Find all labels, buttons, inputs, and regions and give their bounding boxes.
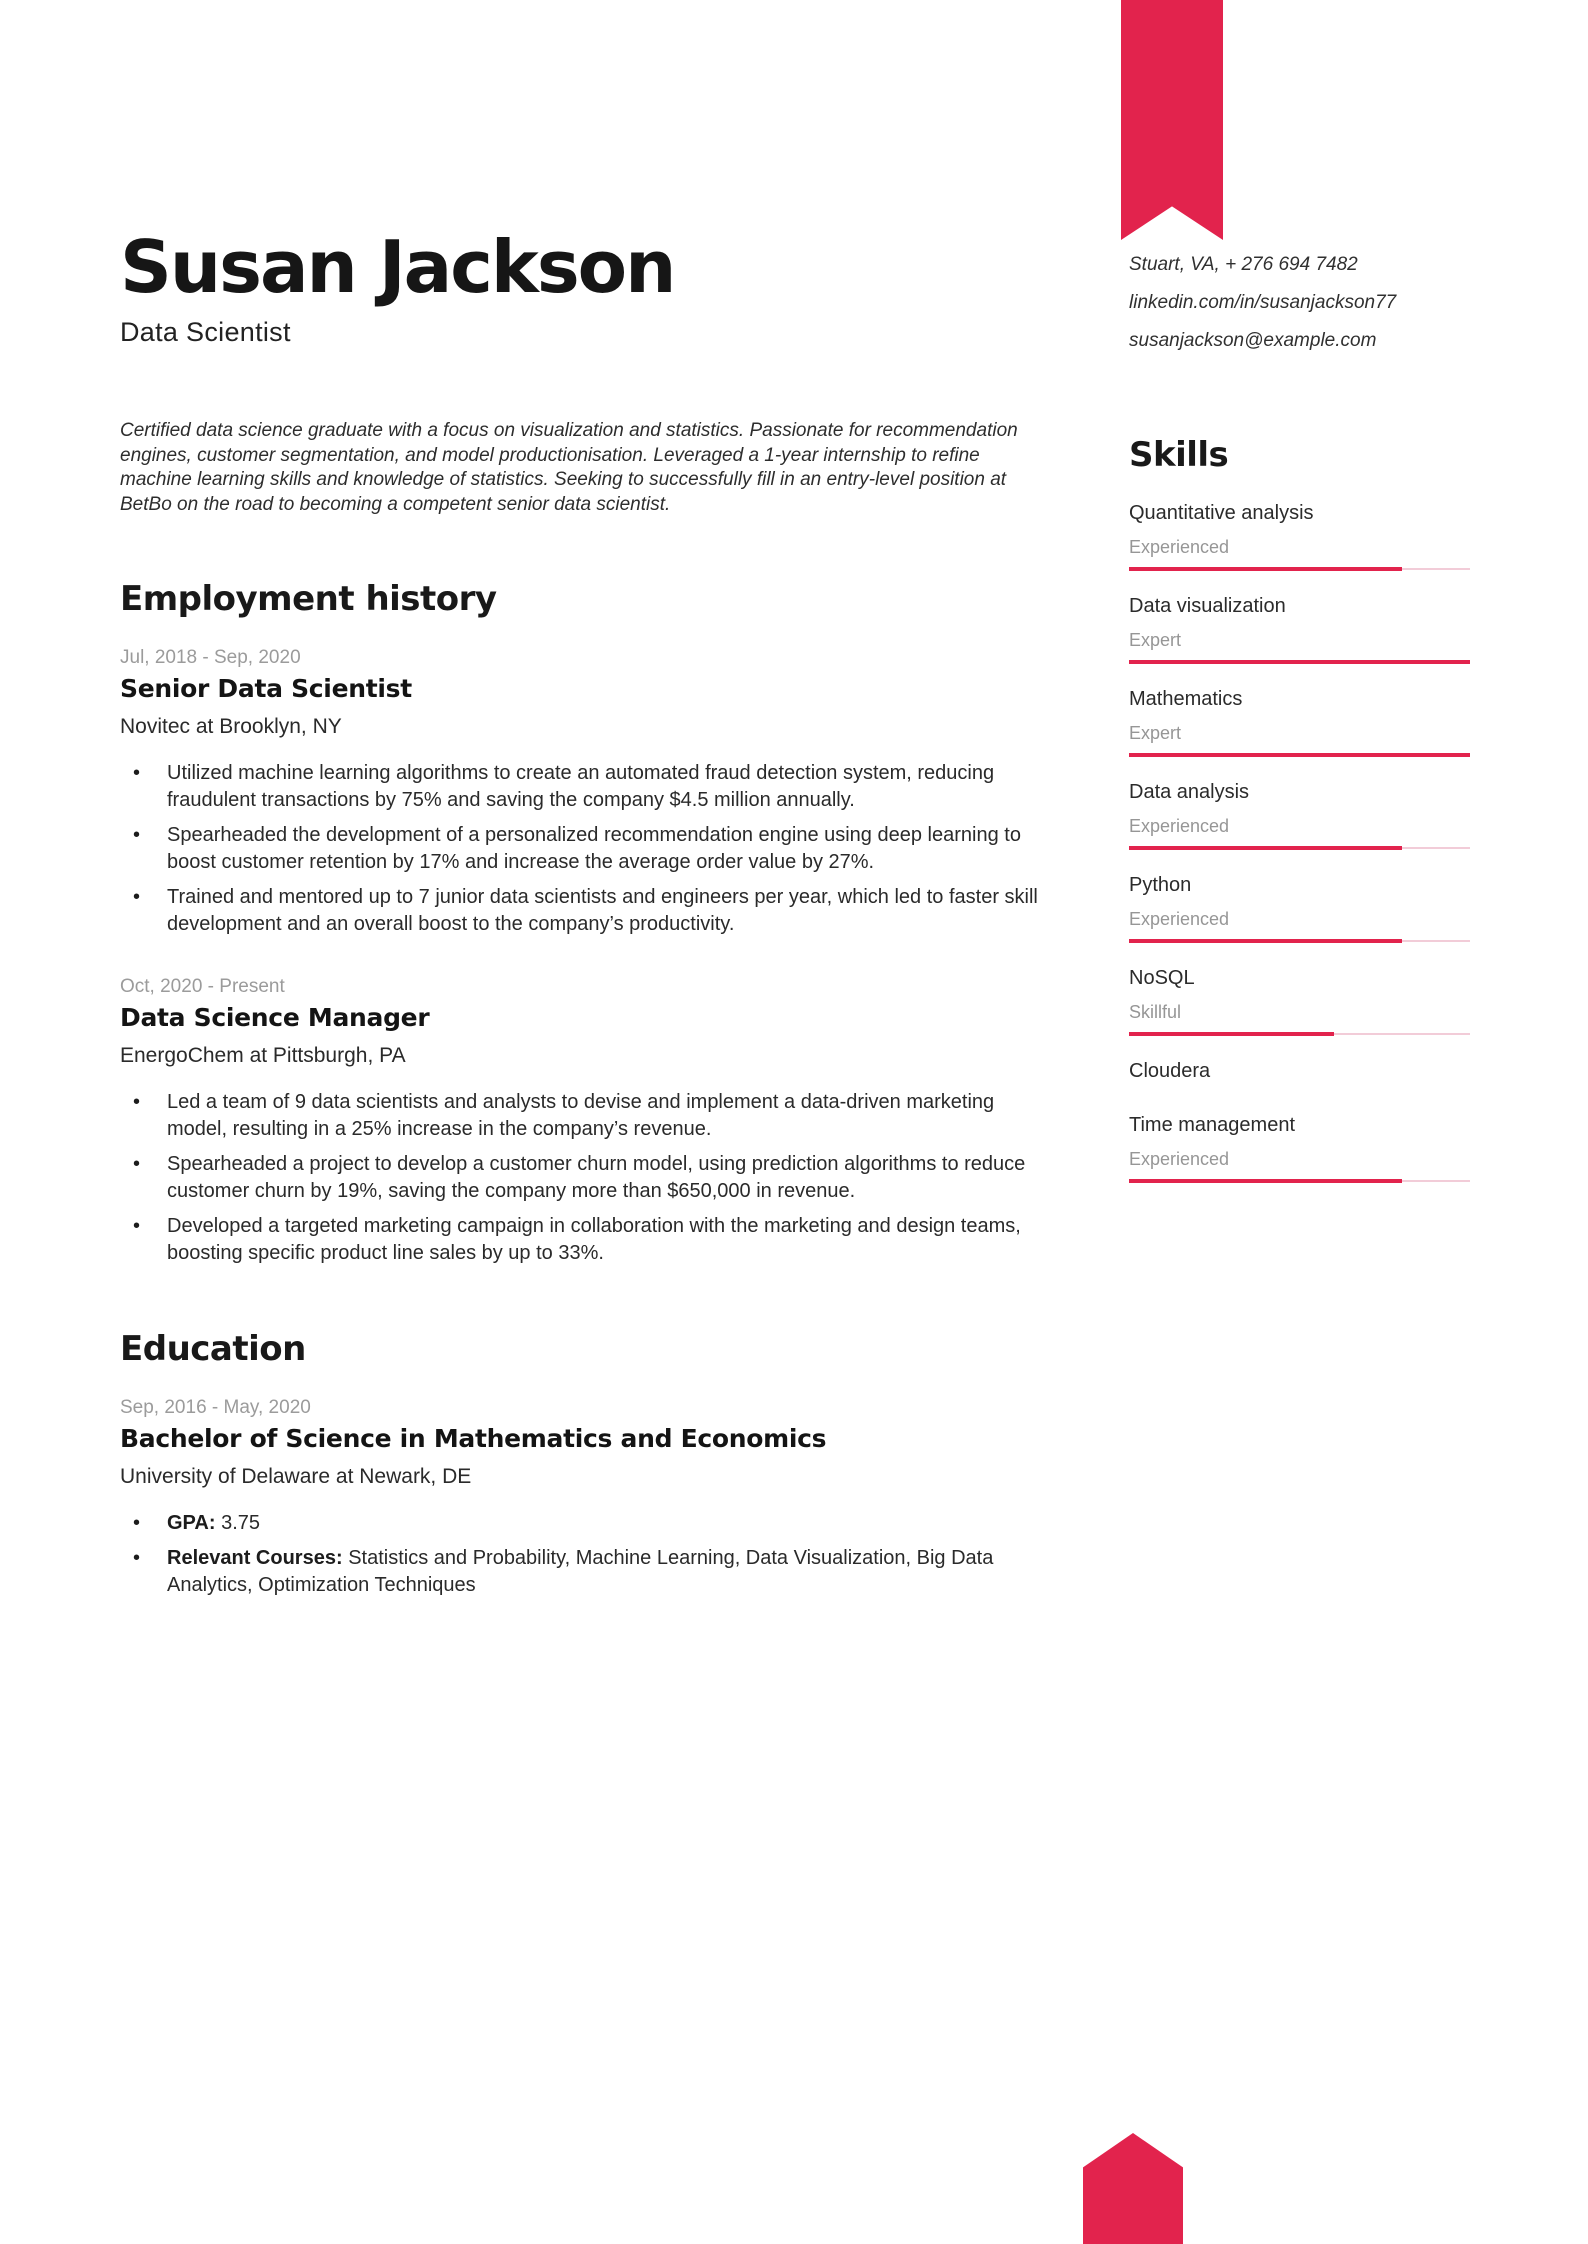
education-degree: Bachelor of Science in Mathematics and Economics (120, 1424, 827, 1454)
skill-name: Time management (1129, 1114, 1295, 1136)
skill-name: Python (1129, 874, 1192, 896)
job-title: Data Science Manager (120, 1003, 430, 1033)
skill-name: Data analysis (1129, 781, 1250, 803)
job-entry-data-science-manager (120, 974, 1052, 1267)
skill-entry (1129, 965, 1470, 1036)
job-entry-senior-data-scientist (120, 645, 1052, 938)
bullet-item: • Developed a targeted marketing campaign in collaboration with the marketing and design teams, boosting specific product line sales by up to 33%. (120, 1213, 1052, 1267)
skill-level: Experienced (1129, 909, 1230, 929)
job-company-location: Novitec at Brooklyn, NY (120, 715, 342, 739)
skill-level: Experienced (1129, 1149, 1230, 1169)
job-dates: Oct, 2020 - Present (120, 976, 285, 998)
candidate-name: Susan Jackson (120, 225, 675, 309)
bullet-item: • Led a team of 9 data scientists and analysts to devise and implement a data-driven marketing model, resulting in a 25% increase in the company’s revenue. (120, 1089, 1052, 1143)
education-heading: Education (120, 1329, 306, 1370)
skill-level: Experienced (1129, 816, 1230, 836)
skill-progress-bar (1129, 1179, 1470, 1183)
skill-entry (1129, 686, 1470, 757)
job-bullet-list (120, 1089, 1052, 1267)
education-entry (120, 1395, 1052, 1599)
bullet-item: • Utilized machine learning algorithms to create an automated fraud detection system, reducing fraudulent transactions by 75% and saving the company $4.5 million annually. (120, 760, 1052, 814)
skill-level: Expert (1129, 630, 1182, 650)
education-bullet-list (120, 1510, 1052, 1599)
skill-progress-bar (1129, 939, 1470, 943)
skill-entry (1129, 1112, 1470, 1183)
skill-name: Data visualization (1129, 595, 1286, 617)
contact-linkedin: linkedin.com/in/susanjackson77 (1129, 292, 1397, 313)
gpa-label: GPA: (167, 1512, 216, 1535)
skill-progress-bar (1129, 1032, 1470, 1036)
contact-info (1129, 252, 1470, 353)
education-dates: Sep, 2016 - May, 2020 (120, 1397, 311, 1419)
skill-progress-bar (1129, 567, 1470, 571)
job-company-location: EnergoChem at Pittsburgh, PA (120, 1044, 406, 1068)
skill-name: Cloudera (1129, 1060, 1211, 1082)
bullet-item: • Trained and mentored up to 7 junior data scientists and engineers per year, which led to faster skill development and an overall boost to the company’s productivity. (120, 884, 1052, 938)
gpa-value: 3.75 (221, 1512, 261, 1535)
courses-value: Statistics and Probability, Machine Learning, Data Visualization, Big Data Analytics, Optimization Techniques (167, 1547, 994, 1597)
skill-entry (1129, 500, 1470, 571)
skill-progress-bar (1129, 753, 1470, 757)
skill-level: Experienced (1129, 537, 1230, 557)
skill-entry (1129, 872, 1470, 943)
skill-progress-bar (1129, 846, 1470, 850)
skill-progress-bar (1129, 660, 1470, 664)
contact-email: susanjackson@example.com (1129, 330, 1377, 351)
skill-entry (1129, 593, 1470, 664)
contact-location-phone: Stuart, VA, + 276 694 7482 (1129, 254, 1358, 275)
skill-level: Expert (1129, 723, 1182, 743)
job-title: Senior Data Scientist (120, 674, 412, 704)
bullet-item-gpa (120, 1510, 1052, 1537)
skill-level: Skillful (1129, 1002, 1182, 1022)
bullet-item: • Spearheaded a project to develop a customer churn model, using prediction algorithms to reduce customer churn by 19%, saving the company more than $650,000 in revenue. (120, 1151, 1052, 1205)
courses-label: Relevant Courses: (167, 1547, 343, 1570)
bullet-item: • Spearheaded the development of a personalized recommendation engine using deep learning to boost customer retention by 17% and increase the average order value by 27%. (120, 822, 1052, 876)
employment-history-heading: Employment history (120, 579, 497, 620)
skill-name: Quantitative analysis (1129, 502, 1314, 524)
job-dates: Jul, 2018 - Sep, 2020 (120, 647, 301, 669)
bottom-arrow-decoration (1083, 2133, 1183, 2244)
main-column (120, 0, 1052, 1635)
skill-entry (1129, 779, 1470, 850)
education-school-location: University of Delaware at Newark, DE (120, 1465, 472, 1489)
skill-name: Mathematics (1129, 688, 1243, 710)
skill-entry (1129, 1058, 1470, 1085)
sidebar-column (1129, 0, 1470, 1205)
candidate-job-title: Data Scientist (120, 317, 291, 348)
skills-heading: Skills (1129, 435, 1229, 475)
bullet-item-courses (120, 1545, 1052, 1599)
profile-summary: Certified data science graduate with a focus on visualization and statistics. Passionate for recommendation engines, customer segmentation, and model productionisation. Leveraged a 1-year internship to refine machine learning skills and knowledge of statistics. Seeking to successfully fill in an entry-level position at BetBo on the road to becoming a competent senior data scientist. (120, 420, 1018, 515)
job-bullet-list (120, 760, 1052, 938)
skill-name: NoSQL (1129, 967, 1195, 989)
